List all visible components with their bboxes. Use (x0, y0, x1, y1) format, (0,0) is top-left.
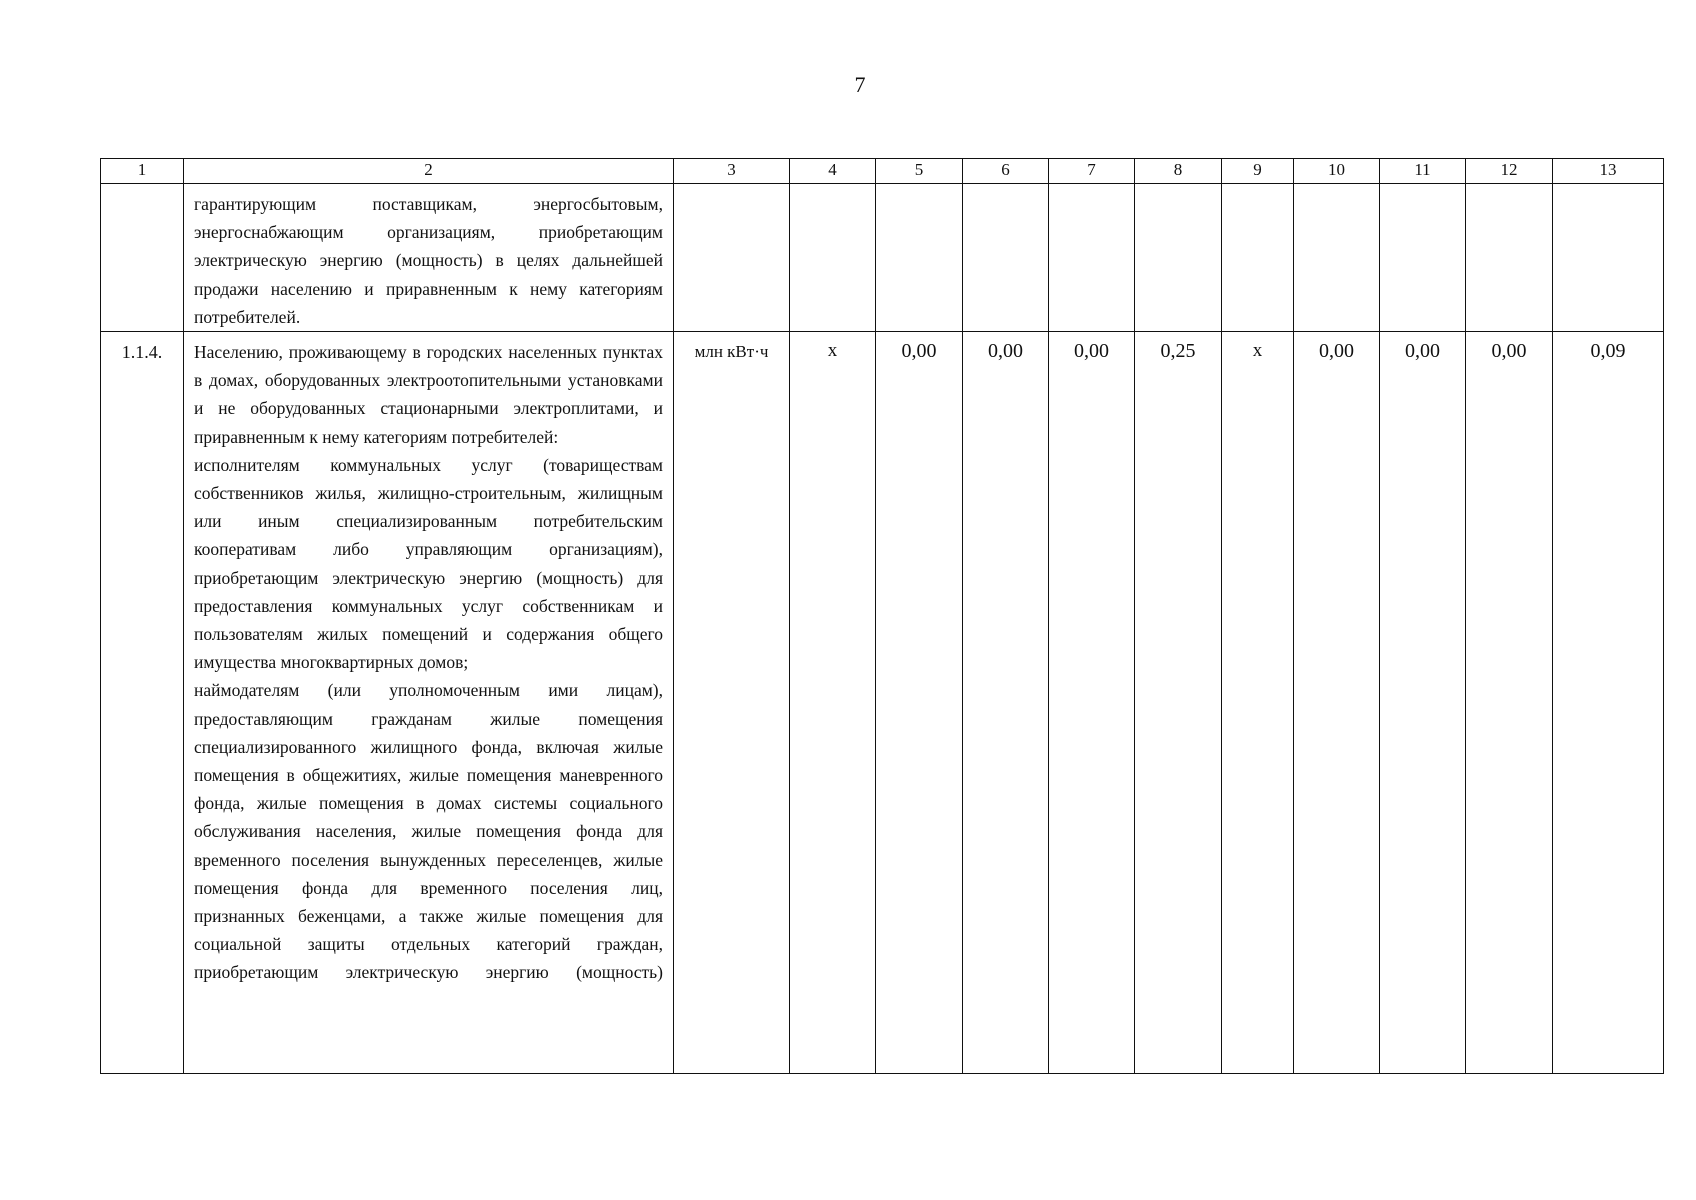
value-cell: 0,09 (1553, 332, 1664, 1074)
value-cell (963, 184, 1049, 332)
column-header: 11 (1380, 159, 1466, 184)
value-cell: 0,00 (1466, 332, 1553, 1074)
value-cell (790, 184, 876, 332)
value-cell (1294, 184, 1380, 332)
column-header: 13 (1553, 159, 1664, 184)
data-table (100, 158, 1664, 1074)
value-cell (1466, 184, 1553, 332)
value-cell: 0,00 (1049, 332, 1135, 1074)
column-header: 6 (963, 159, 1049, 184)
column-header: 1 (101, 159, 184, 184)
table-row (101, 184, 1664, 332)
column-header: 8 (1135, 159, 1222, 184)
row-description-cell (184, 184, 674, 332)
row-unit-cell (674, 184, 790, 332)
value-cell: 0,00 (876, 332, 963, 1074)
column-header: 10 (1294, 159, 1380, 184)
description-paragraph: Населению, проживающему в городских населенных пунктах в домах, оборудованных электроотопительными установками и не оборудованных стационарными электроплитами, и приравненным к нему категориям потребителей: (194, 342, 663, 447)
row-code-cell (101, 184, 184, 332)
column-number-header-row (101, 159, 1664, 184)
value-cell: 0,00 (1380, 332, 1466, 1074)
value-cell (1049, 184, 1135, 332)
value-cell (1380, 184, 1466, 332)
value-cell: 0,00 (963, 332, 1049, 1074)
column-header: 5 (876, 159, 963, 184)
description-paragraph: исполнителям коммунальных услуг (товариществам собственников жилья, жилищно-строительным, жилищным или иным специализированным потребительским кооперативам либо управляющим организациям), приобретающим электрическую энергию (мощность) для предоставления коммунальных услуг собственникам и пользователям жилых помещений и содержания общего имущества многоквартирных домов; (194, 454, 663, 673)
column-header: 2 (184, 159, 674, 184)
row-code-cell: 1.1.4. (101, 332, 184, 1074)
description-paragraph: наймодателям (или уполномоченным ими лицам), предоставляющим гражданам жилые помещения специализированного жилищного фонда, включая жилые помещения в общежитиях, жилые помещения маневренного фонда, жилые помещения в домах системы социального обслуживания населения, жилые помещения фонда для временного поселения вынужденных переселенцев, жилые помещения фонда для временного поселения лиц, признанных беженцами, а также жилые помещения для социальной защиты отдельных категорий граждан, приобретающим электрическую энергию (мощность) (194, 680, 663, 983)
column-header: 7 (1049, 159, 1135, 184)
value-cell (1135, 184, 1222, 332)
column-header: 9 (1222, 159, 1294, 184)
value-cell (1553, 184, 1664, 332)
table-row (101, 332, 1664, 1074)
column-header: 4 (790, 159, 876, 184)
row-unit-cell: млн кВт·ч (674, 332, 790, 1074)
value-cell: х (790, 332, 876, 1074)
description-paragraph: гарантирующим поставщикам, энергосбытовым, энергоснабжающим организациям, приобретающим электрическую энергию (мощность) в целях дальнейшей продажи населению и приравненным к нему категориям потребителей. (194, 194, 663, 327)
column-header: 12 (1466, 159, 1553, 184)
value-cell (1222, 184, 1294, 332)
column-header: 3 (674, 159, 790, 184)
page-number: 7 (854, 72, 866, 97)
value-cell: 0,25 (1135, 332, 1222, 1074)
value-cell (876, 184, 963, 332)
value-cell: х (1222, 332, 1294, 1074)
row-description-cell (184, 332, 674, 1074)
value-cell: 0,00 (1294, 332, 1380, 1074)
